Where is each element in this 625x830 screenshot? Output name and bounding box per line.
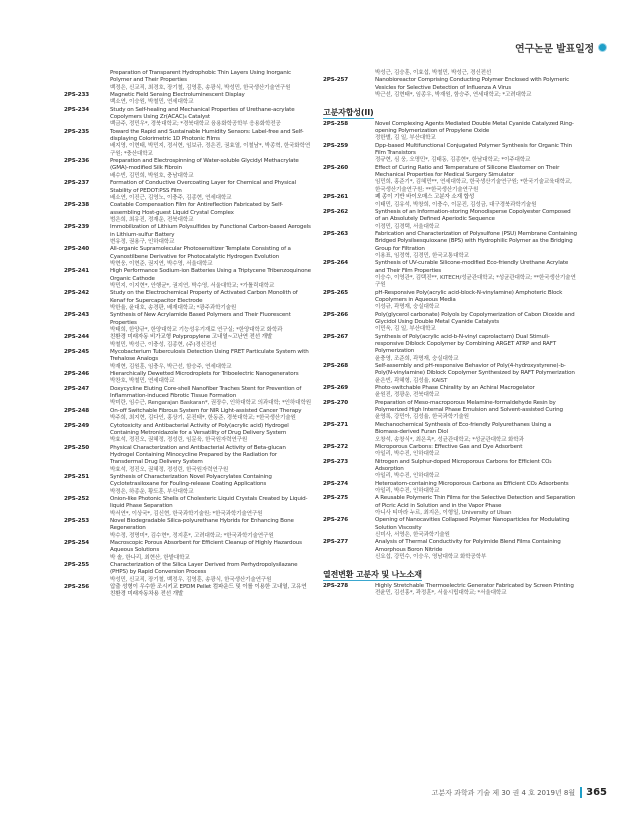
- entry-body: [375, 583, 577, 598]
- entry-code: 2PS-263: [323, 230, 348, 237]
- header-title: 연구논문 발표일정: [515, 44, 594, 55]
- entry-title: Immobilization of Lithium Polysulfides by Functional Carbon-based Aerogels in Lithium-sulfur Battery: [110, 224, 311, 238]
- program-entry: [323, 260, 577, 289]
- page-header: [515, 40, 607, 55]
- entry-title: Preparation and Electrospinning of Water-soluble Glycidyl Methacrylate (GMA)-modified Silk Fibroin: [110, 158, 299, 172]
- program-entry: [64, 371, 311, 386]
- entry-body: [110, 562, 311, 584]
- entry-title: Onion-like Photonic Shells of Cholesteric Liquid Crystals Created by Liquid-liquid Phase Separation: [110, 495, 308, 510]
- entry-body: [110, 129, 311, 158]
- right-entry-list-c: [323, 583, 577, 598]
- right-entry-list-a: [323, 77, 577, 99]
- program-entry: [64, 445, 311, 474]
- entry-code: 2PS-249: [64, 422, 89, 429]
- program-entry: [64, 562, 311, 584]
- entry-title: Coatable Compensation Film for Antireflection Fabricated by Self-assembling Host-guest Liquid Crystal Complex: [110, 202, 283, 216]
- entry-title: Characterization of the Silica Layer Derived from Perhydropolysilazane (PHPS) by Rapid Conversion Process: [110, 562, 298, 576]
- entry-body: [375, 194, 577, 209]
- entry-code: 2PS-261: [323, 194, 348, 201]
- entry-body: [375, 77, 577, 99]
- entry-title: Synthesis of Characterization Novel Polyacrylates Containing Cyclotetrasiloxane for Fouling-release Coating Applications: [110, 473, 272, 488]
- entry-body: [375, 517, 577, 539]
- entry-code: 2PS-245: [64, 349, 89, 356]
- entry-title: Photo-switchable Phase Chirality by an Achiral Macrogelator: [375, 385, 535, 392]
- program-entry: [323, 194, 577, 209]
- entry-body: [110, 268, 311, 290]
- program-entry: [323, 209, 577, 231]
- entry-body: [375, 422, 577, 444]
- circle-bullet-icon: [598, 43, 607, 52]
- program-entry: [64, 334, 311, 349]
- program-entry: [64, 474, 311, 496]
- entry-body: [375, 363, 577, 385]
- entry-authors: 박재현, 김원훈, 임충우, 박근선, 함승주, 연세대학교: [110, 363, 232, 370]
- entry-code: 2PS-233: [64, 92, 89, 99]
- section-title: 열전변환 고분자 및 나노소재: [323, 570, 422, 580]
- entry-title: Microporous Carbons: Effective Gas and Dye Adsorbent: [375, 443, 523, 450]
- entry-body: [375, 143, 577, 165]
- entry-title: 압출 성형이 우수한 조시키교 EPDM Pellet 컴파운드 및 이를 이용한 고내열, 고유연 친환경 미래자동차용 전선 개발: [110, 584, 307, 598]
- entry-code: 2PS-275: [323, 495, 348, 502]
- entry-code: 2PS-270: [323, 399, 348, 406]
- entry-body: [375, 334, 577, 363]
- section-heading: [323, 109, 577, 118]
- entry-title: Dpp-based Multifunctional Conjugated Polymer Synthesis for Organic Thin Film Transistors: [375, 142, 572, 157]
- entry-code: 2PS-243: [64, 312, 89, 319]
- entry-body: [110, 445, 311, 474]
- entry-code: 2PS-255: [64, 562, 89, 569]
- entry-title: Fabrication and Characterization of Polysulfone (PSU) Membrane Containing Bridged Polysilsesquioxane (BPS) with Hydrophilic Polymer as the Bridging Group for Filtration: [375, 230, 577, 252]
- entry-title: Opening of Nanocavities Collapsed Polymer Nanoparticles for Modulating Solution Viscosity: [375, 517, 570, 531]
- entry-title: Synthesis of New Acrylamide Based Polymers and Their Fluorescent Properties: [110, 312, 291, 326]
- program-entry: [64, 386, 311, 408]
- entry-authors: 박서연*, 이상국*, 김신현, 한국과학기술원; *한국과학기술연구원: [110, 510, 263, 517]
- entry-authors: 이태민, 김유석, 박창희, 이충수, 이문진, 김성금, 대구경북과학기술원: [375, 201, 537, 208]
- program-entry: [323, 444, 577, 459]
- program-entry: [64, 349, 311, 371]
- entry-title: Preparation of Meso-macroporous Melamine-formaldehyde Resin by Polymerized High Internal Phase Emulsion and Solvent-assisted Curing: [375, 399, 563, 414]
- entry-title: Hierarchically Dewetted Microdroplets for Triboelectric Nanogenerators: [110, 371, 299, 378]
- entry-body: [110, 202, 311, 224]
- entry-authors: 박주희, 최지현, 김다인, 홍상기, 문진태*, 한동준, 경북대학교; *한국생산기술원: [110, 415, 296, 422]
- entry-code: 2PS-240: [64, 246, 89, 253]
- entry-code: 2PS-239: [64, 224, 89, 231]
- entry-authors: 박미란, 임수근, Rengarajan Baskaran*, 권장수, 인하대학교 의과대학; *인하대학원: [110, 400, 311, 407]
- program-entry: [64, 312, 311, 334]
- page-footer: [432, 787, 607, 798]
- entry-authors: 배지영, 이현태, 박민지, 정서현, 임보규, 정은진, 권효열, 이철남*, 박종혁, 한국화학연구원; *충산대학교: [110, 143, 311, 157]
- entry-body: [110, 246, 311, 268]
- entry-body: [375, 209, 577, 231]
- entry-code: 2PS-254: [64, 540, 89, 546]
- program-entry: [323, 165, 577, 194]
- program-entry: [323, 495, 577, 517]
- section-heading: [323, 571, 577, 580]
- entry-authors: 범은희, 최유진, 정재운, 전북대학교: [110, 216, 194, 223]
- entry-code: 2PS-273: [323, 458, 348, 465]
- program-entry: [64, 518, 311, 540]
- entry-title: Physical Characterization and Antibacterial Activity of Beta-glucan Hydrogel Containing Minocycline Prepared by the Radiation for Transdermal Drug Delivery System: [110, 444, 286, 466]
- entry-body: [110, 334, 311, 349]
- entry-authors: 박현웅, 이현준, 권지연, 박수영, 서울대학교: [110, 260, 213, 267]
- program-entry: [64, 129, 311, 158]
- entry-authors: 이성규, 곽명재, 숭실대학교: [375, 304, 440, 311]
- program-entry: [323, 334, 577, 363]
- entry-authors: 백소연, 이승원, 박철민, 연세대학교: [110, 99, 194, 106]
- entry-body: [110, 540, 311, 562]
- entry-code: 2PS-252: [64, 495, 89, 502]
- entry-title: Self-assembly and pH-responsive Behavior of Poly(4-hydroxystyrene)-b-Poly(N-vinylamine) Diblock Copolymer Synthesized by RAFT Polymerization: [375, 363, 575, 377]
- entry-body: [375, 481, 577, 496]
- entry-body: [110, 408, 311, 423]
- entry-body: [375, 231, 577, 260]
- entry-title: A Reusable Polymeric Thin Films for the Selective Detection and Separation of Picric Acid in Solution and in the Vapor Phase: [375, 495, 576, 509]
- entry-authors: 박효석, 정진오, 권혜정, 정성린, 임문육, 한국원자력연구원: [110, 437, 248, 444]
- entry-code: 2PS-256: [64, 584, 89, 591]
- entry-body: [110, 312, 311, 334]
- page-number: 365: [580, 787, 607, 798]
- entry-code: 2PS-264: [323, 260, 348, 267]
- entry-title: Toward the Rapid and Sustainable Humidity Sensors: Label-free and Self-displaying Colorimetric 1D Photonic Films: [110, 128, 304, 143]
- entry-code: 2PS-251: [64, 473, 89, 480]
- entry-title: High Performance Sodium-ion Batteries Using a Triptycene Tribenzoquinone Organic Cathode: [110, 268, 311, 282]
- program-entry: [64, 180, 311, 202]
- entry-authors: 박성근, 김승훈, 이효섭, 박철민, 박성근, 경신전선: [375, 70, 492, 76]
- entry-authors: 윤충영, 조준희, 곽명재, 숭실대학교: [375, 355, 459, 362]
- entry-authors: 박효석, 정진오, 권혜정, 정성린, 한국원자력연구원: [110, 466, 229, 473]
- entry-body: [375, 165, 577, 194]
- entry-authors: 박정은, 하종운, 황도훈, 부산대학교: [110, 488, 194, 495]
- entry-body: [110, 180, 311, 202]
- entry-authors: 박한율, 윤대호, 송경판, 배재대학교; *광주과학기술원: [110, 305, 237, 311]
- continued-entry: [323, 70, 577, 77]
- entry-code: 2PS-278: [323, 582, 348, 589]
- entry-body: [110, 386, 311, 408]
- entry-code: 2PS-236: [64, 158, 89, 165]
- entry-authors: 박근선, 김현태*, 임종우, 박재원, 함승주, 연세대학교; *고려대학교: [375, 92, 532, 99]
- entry-authors: 박성민, 신교직, 장기철, 백정우, 김영훈, 송광식, 한국생산기술연구원: [110, 576, 272, 583]
- entry-authors: 박찬호, 박철민, 연세대학교: [110, 378, 175, 385]
- program-entry: [323, 583, 577, 598]
- right-entry-list-b: [323, 121, 577, 562]
- continued-entry: [64, 70, 311, 92]
- entry-authors: 윤은빈, 곽혜형, 김성율, KAIST: [375, 377, 448, 384]
- entry-authors: 박민지, 이지현*, 안행균*, 권지연, 박수영, 서울대학교; *가톨릭대학교: [110, 282, 275, 289]
- program-entry: [323, 539, 577, 561]
- entry-authors: 정규현, 심 웅, 오명민*, 김태동, 김종현*, 한남대학교; *이주대학교: [375, 157, 531, 164]
- entry-body: [375, 444, 577, 459]
- entry-authors: 박 솔, 한나리, 최현산, 한밭대학교: [110, 554, 190, 561]
- entry-authors: 박철민, 박성근, 이충성, 김종현, (주)경신전선: [110, 341, 217, 348]
- program-entry: [64, 540, 311, 562]
- entry-authors: 신미사, 서영은, 한국과학기술원: [375, 531, 450, 538]
- entry-body: [375, 312, 577, 334]
- entry-code: 2PS-234: [64, 106, 89, 113]
- program-entry: [64, 290, 311, 312]
- entry-title: Poly(glycerol carbonate) Polyols by Copolymerization of Cabon Dioxide and Glycidol Using Double Metal Cyanide Catalysts: [375, 311, 575, 325]
- left-entry-list: [64, 92, 311, 599]
- entry-authors: 아일리, 박수진, 인하대학교: [375, 473, 440, 480]
- entry-body: [110, 290, 311, 312]
- entry-title: Novel Biodegradable Silica-polyurethane Hybrids for Enhancing Bone Regeneration: [110, 517, 294, 532]
- entry-body: [110, 224, 311, 246]
- entry-authors: 아일리, 박수진, 인하대학교: [375, 451, 440, 458]
- entry-title: Preparation of Transparent Hydrophobic Thin Layers Using Inorganic Polymer and Their Properties: [110, 70, 291, 84]
- entry-code: 2PS-242: [64, 290, 89, 297]
- entry-title: Synthesis of an Information-storing Monodisperse Copolyester Composed of an Absolutely Defined Aperiodic Sequence: [375, 208, 571, 223]
- entry-authors: 이민욱, 김 일, 부산대학교: [375, 326, 436, 333]
- entry-code: 2PS-257: [323, 77, 348, 84]
- program-entry: [64, 92, 311, 107]
- entry-title: On-off Switchable Fibrous System for NIR Light-assisted Cancer Therapy: [110, 407, 302, 414]
- program-entry: [64, 224, 311, 246]
- program-entry: [64, 496, 311, 518]
- entry-authors: 백금주, 정민우*, 경북대학교; *경북대학교 융용화학공학부 응용화학전공: [110, 121, 281, 128]
- entry-title: All-organic Supramolecular Photosensitizer Template Consisting of a Cyanostilbene Derivative for Photocatalytic Hydrogen Evolution: [110, 246, 291, 260]
- entry-code: 2PS-260: [323, 164, 348, 171]
- entry-title: Doxycycline Eluting Core-shell Nanofiber Traches Stent for Prevention of Inflammation-induced Fibrotic Tissue Formation: [110, 385, 302, 400]
- entry-code: 2PS-250: [64, 444, 89, 451]
- entry-body: [110, 92, 311, 107]
- entry-authors: 아니사 티마라 누르, 최지은, 이형일, University of Ulsan: [375, 509, 512, 516]
- entry-title: Macroscopic Porous Absorbent for Efficient Cleanup of Highly Hazardous Aqueous Solutions: [110, 540, 302, 554]
- entry-title: Mechanochemical Synthesis of Eco-friendly Polyurethanes Using a Biomass-derived Furan Diol: [375, 421, 552, 436]
- entry-body: [375, 290, 577, 312]
- entry-code: 2PS-244: [64, 334, 89, 341]
- entry-authors: 배소연, 이진근, 김영노, 이충주, 김종현, 연세대학교: [110, 194, 232, 201]
- entry-code: 2PS-271: [323, 421, 348, 428]
- entry-code: 2PS-235: [64, 128, 89, 135]
- entry-code: 2PS-258: [323, 120, 348, 127]
- section-title: 고분자합성(II): [323, 108, 374, 118]
- entry-authors: 임민희, 홍준기*, 김혜민**, 연세대학교, 한국생산기술연구원; *한국기술교육대학교, 한국생산기술연구원; **한국생산기술연구원: [375, 179, 572, 193]
- entry-code: 2PS-246: [64, 371, 89, 378]
- entry-code: 2PS-241: [64, 268, 89, 275]
- entry-title: Heteroatom-containing Microporous Carbons as Efficient CO₂ Adsorbents: [375, 480, 569, 487]
- entry-body: [375, 495, 577, 517]
- program-entry: [323, 121, 577, 143]
- program-entry: [323, 400, 577, 422]
- entry-body: [375, 121, 577, 143]
- entry-authors: 정한별, 김 일, 부산대학교: [375, 135, 436, 142]
- program-entry: [323, 77, 577, 99]
- entry-title: Nanobioreactor Comprising Conducting Polymer Enclosed with Polymeric Vesicles for Selective Detection of Influenza A Virus: [375, 77, 570, 91]
- right-column: [323, 70, 577, 597]
- entry-code: 2PS-259: [323, 142, 348, 149]
- entry-body: [375, 459, 577, 481]
- entry-body: [375, 539, 577, 561]
- left-column: [64, 70, 311, 599]
- entry-code: 2PS-272: [323, 443, 348, 450]
- entry-authors: 이정민, 김경택, 서울대학교: [375, 223, 440, 230]
- program-entry: [323, 385, 577, 400]
- entry-body: [110, 349, 311, 371]
- entry-authors: 신요섭, 강민수, 이승우, 영남대학교 화학공학부: [375, 554, 487, 560]
- program-entry: [323, 517, 577, 539]
- entry-code: 2PS-248: [64, 407, 89, 414]
- entry-body: [110, 158, 311, 180]
- program-entry: [323, 459, 577, 481]
- program-entry: [64, 408, 311, 423]
- entry-title: Analysis of Thermal Conductivity for Polyimide Blend Films Containing Amorphous Boron Nitride: [375, 539, 561, 553]
- entry-authors: 이용표, 임정혁, 김경민, 한국교통대학교: [375, 252, 469, 259]
- entry-code: 2PS-265: [323, 289, 348, 296]
- entry-title: pH-Responsive Poly(acrylic acid-block-N-vinylamine) Amphoteric Block Copolymers in Aqueous Media: [375, 289, 563, 303]
- entry-body: [110, 496, 311, 518]
- entry-body: [110, 423, 311, 445]
- entry-body: [110, 584, 311, 599]
- entry-authors: 오창석, 송창식*, 최은옥*, 성균관대학교; *성균관대학교 화학과: [375, 436, 524, 443]
- program-entry: [64, 423, 311, 445]
- entry-body: [375, 385, 577, 400]
- entry-authors: 윤영록, 강민아, 김성율, 한국과학기술원: [375, 414, 469, 421]
- program-entry: [64, 158, 311, 180]
- entry-authors: 백정은, 신교직, 최경호, 장기철, 김영훈, 송광식, 박성민, 한국생산기술연구원: [110, 84, 291, 91]
- entry-authors: 배수빈, 김민희, 박원호, 충남대학교: [110, 172, 194, 179]
- program-entry: [64, 202, 311, 224]
- program-entry: [323, 143, 577, 165]
- entry-title: Magnetic Field Sensing Electroluminescent Display: [110, 92, 245, 99]
- entry-title: Study on Self-healing and Mechanical Properties of Urethane-acrylate Copolymers Using Zr(ACAC)₄ Catalyst: [110, 106, 295, 121]
- entry-body: [110, 371, 311, 386]
- entry-title: Synthesis of Poly(acrylic acid-b-N-vinyl caprolactam) Dual Stimuli-responsive Diblock Copolymer by Combining ARGET ATRP and RAFT Polymerization: [375, 333, 556, 355]
- entry-authors: 변유정, 권용구, 인하대학교: [110, 238, 175, 245]
- entry-title: Novel Complexing Agents Mediated Double Metal Cyanide Catalyzed Ring-opening Polymerization of Propylene Oxide: [375, 120, 574, 135]
- entry-code: 2PS-268: [323, 363, 348, 370]
- entry-code: 2PS-269: [323, 385, 348, 392]
- entry-title: Formation of Conductive Overcoating Layer for Chemical and Physical Stability of PEDOT:PSS Film: [110, 180, 296, 194]
- entry-title: 친환경 미래자동 비가교형 Polypropylene 고내열~고난연 전선 개발: [110, 334, 273, 341]
- entry-authors: 박수정, 정명미*, 김수현*, 정지훈*, 고려대학교; *한국과학기술연구원: [110, 532, 274, 539]
- entry-title: 폐 종이 기반 바이오매스 고분자 소재 합성: [375, 194, 475, 201]
- program-entry: [64, 107, 311, 129]
- entry-title: Study on the Electrochemical Property of Activated Carbon Monolith of Kenaf for Supercapacitor Electrode: [110, 290, 298, 304]
- entry-code: 2PS-262: [323, 208, 348, 215]
- entry-authors: 이승수, 이영관*, 김택진**, KITECH/성균관대학교; *성균관대학교; **한국생산기술연구원: [375, 274, 576, 289]
- entry-title: Synthesis of UV-curable Silicone-modified Eco-friendly Urethane Acrylate and Their Film Properties: [375, 260, 569, 274]
- program-entry: [323, 481, 577, 496]
- program-entry: [64, 246, 311, 268]
- program-entry: [323, 363, 577, 385]
- entry-authors: 윤원진, 정광운, 전북대학교: [375, 392, 440, 399]
- program-entry: [323, 312, 577, 334]
- entry-title: Cytotoxicity and Antibacterial Activity of Poly(acrylic acid) Hydrogel Containing Metronidazole for a Versatility of Drug Delivery System: [110, 422, 289, 436]
- program-entry: [64, 584, 311, 599]
- entry-authors: 박태희, 한양규*, 한양대학교 기능성유기재료 연구실; *한양대학교 화학과: [110, 327, 283, 334]
- entry-code: 2PS-267: [323, 333, 348, 340]
- entry-authors: 전윤민, 김선홍*, 곽정훈*, 서울시립대학교; *서울대학교: [375, 590, 507, 597]
- program-entry: [64, 268, 311, 290]
- entry-title: Mycobacterium Tuberculosis Detection Using FRET Particulate System with Trehalose Analogs: [110, 349, 309, 363]
- entry-title: Nitrogen and Sulphur-doped Microporous Carbons for Efficient CO₂ Adsorption: [375, 458, 552, 472]
- entry-code: 2PS-266: [323, 311, 348, 318]
- entry-body: [375, 400, 577, 422]
- entry-title: Effect of Curing Ratio and Temperature of Silicone Elastomer on Their Mechanical Properties for Medical Surgery Simulator: [375, 164, 560, 179]
- entry-code: 2PS-274: [323, 480, 348, 487]
- entry-authors: 아일리, 박수진, 인하대학교: [375, 487, 440, 494]
- entry-code: 2PS-277: [323, 539, 348, 546]
- journal-info: 고분자 과학과 기술 제 30 권 4 호 2019년 8월: [431, 788, 576, 797]
- entry-body: [375, 260, 577, 289]
- program-entry: [323, 422, 577, 444]
- entry-code: 2PS-276: [323, 517, 348, 524]
- program-entry: [323, 290, 577, 312]
- entry-code: 2PS-247: [64, 385, 89, 392]
- entry-body: [110, 518, 311, 540]
- entry-code: 2PS-253: [64, 517, 89, 524]
- entry-body: [110, 474, 311, 496]
- entry-title: Highly Stretchable Thermoelectric Generator Fabricated by Screen Printing: [375, 582, 574, 589]
- entry-body: [110, 107, 311, 129]
- entry-code: 2PS-238: [64, 202, 89, 209]
- program-entry: [323, 231, 577, 260]
- entry-code: 2PS-237: [64, 180, 89, 187]
